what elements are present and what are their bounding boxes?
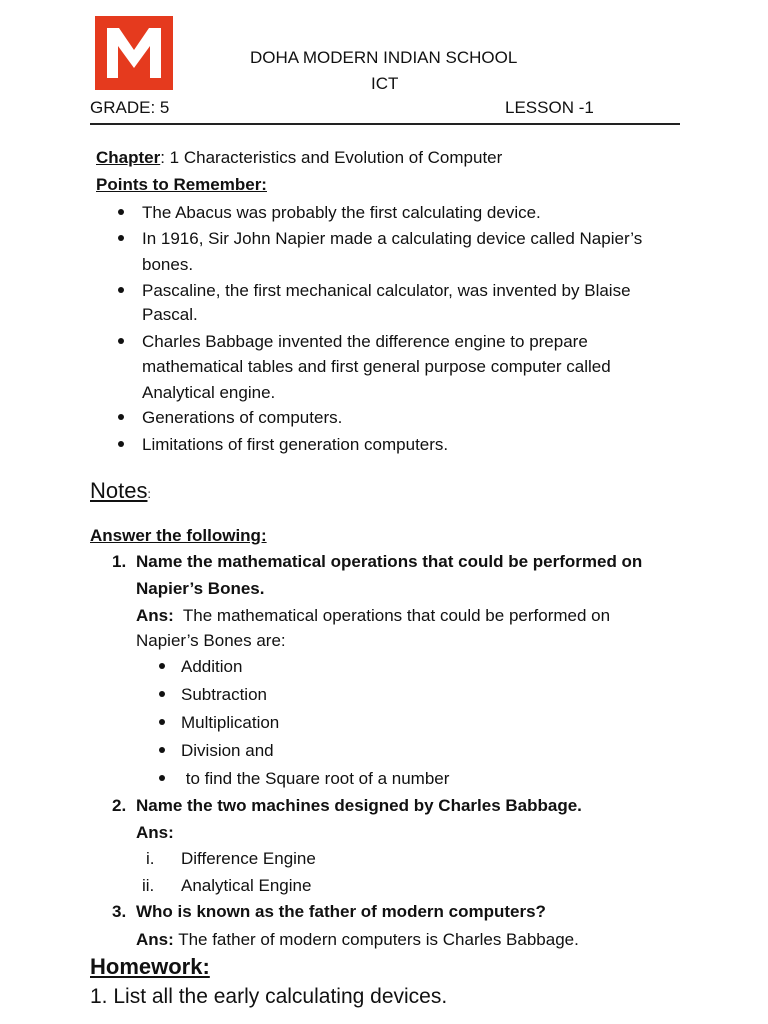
q3-ans-text: The father of modern computers is Charles Babbage.: [173, 930, 579, 949]
bullet-icon: [159, 719, 165, 725]
operation-item: Multiplication: [181, 713, 280, 732]
q3-number: 3.: [112, 902, 127, 921]
bullet-icon: [118, 414, 124, 420]
point-item-cont: Pascal.: [142, 305, 198, 324]
point-item-cont: bones.: [142, 255, 194, 274]
bullet-icon: [159, 691, 165, 697]
lesson-label: LESSON -1: [505, 98, 594, 117]
bullet-icon: [159, 747, 165, 753]
chapter-label: Chapter: [96, 148, 161, 167]
bullet-icon: [159, 775, 165, 781]
q1-ans-label: Ans:: [136, 606, 174, 625]
bullet-icon: [118, 287, 124, 293]
point-item: Limitations of first generation computers.: [142, 435, 449, 454]
point-item: Generations of computers.: [142, 408, 343, 427]
q2-ans-label: Ans:: [136, 823, 174, 842]
q1-ans-text: The mathematical operations that could be performed on: [173, 606, 611, 625]
q1-text-cont: Napier’s Bones.: [136, 579, 265, 598]
points-title: Points to Remember:: [96, 175, 267, 194]
q3-text: Who is known as the father of modern computers?: [136, 902, 546, 921]
q3-answer: [136, 927, 579, 952]
grade-label: GRADE: 5: [90, 98, 170, 117]
operation-item: Addition: [181, 657, 243, 676]
point-item: Pascaline, the first mechanical calculator, was invented by Blaise: [142, 281, 631, 300]
point-item: In 1916, Sir John Napier made a calculating device called Napier’s: [142, 229, 643, 248]
machine-number: ii.: [142, 876, 155, 895]
q1-answer: [136, 603, 610, 628]
school-name: DOHA MODERN INDIAN SCHOOL: [250, 48, 518, 67]
q2-text: Name the two machines designed by Charles Babbage.: [136, 796, 582, 815]
homework-title: Homework:: [90, 954, 210, 979]
machine-number: i.: [146, 849, 155, 868]
q1-text: Name the mathematical operations that could be performed on: [136, 552, 643, 571]
chapter-line: [96, 145, 502, 170]
bullet-icon: [118, 441, 124, 447]
machine-name: Difference Engine: [181, 849, 316, 868]
homework-item: 1. List all the early calculating devices.: [90, 985, 448, 1008]
bullet-icon: [118, 209, 124, 215]
answer-title: Answer the following:: [90, 526, 267, 545]
m-logo-icon: [95, 16, 173, 90]
bullet-icon: [118, 338, 124, 344]
notes-suffix: :: [147, 487, 151, 501]
header-divider: [90, 123, 680, 125]
q3-ans-label: Ans:: [136, 930, 174, 949]
bullet-icon: [118, 235, 124, 241]
q1-number: 1.: [112, 552, 127, 571]
machine-name: Analytical Engine: [181, 876, 312, 895]
operation-item: Division and: [181, 741, 274, 760]
q2-number: 2.: [112, 796, 127, 815]
point-item: The Abacus was probably the first calculating device.: [142, 203, 541, 222]
subject-name: ICT: [371, 74, 399, 93]
q1-ans-cont: Napier’s Bones are:: [136, 631, 286, 650]
point-item-cont: mathematical tables and first general purpose computer called: [142, 357, 611, 376]
point-item: Charles Babbage invented the difference engine to prepare: [142, 332, 588, 351]
chapter-text: : 1 Characteristics and Evolution of Computer: [160, 148, 503, 167]
notes-title: Notes: [90, 478, 148, 503]
point-item-cont: Analytical engine.: [142, 383, 276, 402]
notes-heading: [90, 478, 151, 504]
operation-item: Subtraction: [181, 685, 267, 704]
operation-item: to find the Square root of a number: [181, 769, 450, 788]
bullet-icon: [159, 663, 165, 669]
school-logo: [95, 16, 173, 90]
